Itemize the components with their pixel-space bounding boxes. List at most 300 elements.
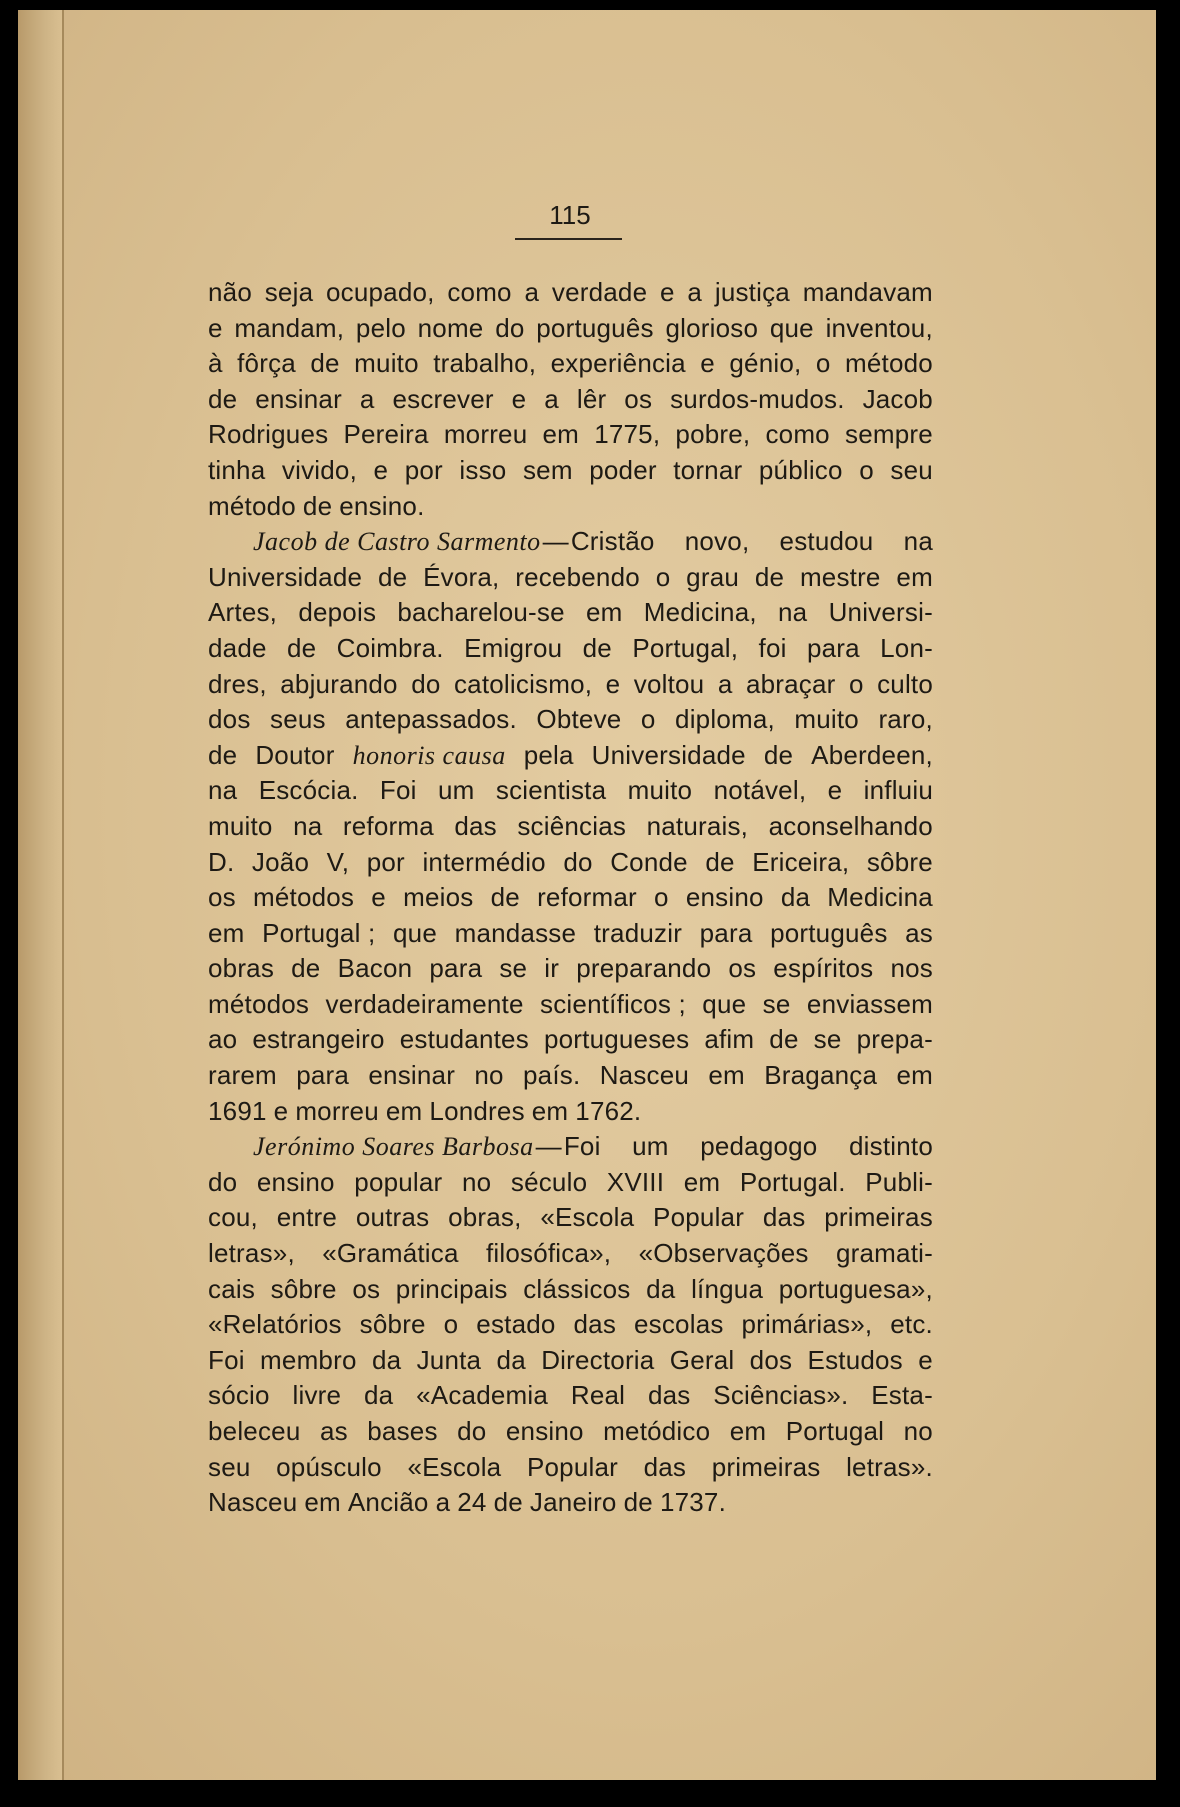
word: o (859, 454, 874, 485)
page-spine-shadow (18, 10, 64, 1780)
word: filosófica», (485, 1238, 612, 1269)
word: inventou, (825, 312, 933, 343)
word: Pereira (343, 419, 429, 450)
word: 1775, (594, 419, 661, 450)
word: Cristão (570, 526, 655, 557)
word: XVIII (606, 1166, 665, 1197)
word: isso (459, 454, 507, 485)
word: aconselhando (768, 810, 933, 841)
word: prepa- (856, 1024, 933, 1055)
word: um (438, 775, 475, 806)
word: poder (589, 454, 657, 485)
word: e (371, 882, 386, 913)
em-dash: — (535, 1131, 562, 1162)
word: à (208, 348, 223, 379)
word: o (848, 668, 864, 699)
word: membro (260, 1344, 357, 1375)
word: beleceu (208, 1416, 301, 1446)
word: em (585, 597, 623, 628)
word: de (705, 846, 735, 877)
header-rule (515, 238, 622, 240)
text-line (208, 453, 933, 489)
entry-name: Jacob de Castro Sarmento (253, 527, 541, 557)
word: grau (686, 561, 740, 592)
word: ensinar (255, 383, 342, 414)
word: a (524, 277, 540, 307)
text-line (208, 1414, 933, 1450)
word: os (728, 953, 757, 984)
word: muito (627, 775, 693, 806)
word: a (544, 383, 559, 414)
word: Medicina, (643, 597, 757, 628)
word: 1737. (659, 1487, 727, 1518)
word: século (510, 1166, 588, 1197)
text-line (208, 382, 933, 418)
word: se (762, 988, 791, 1019)
text-line (208, 1165, 933, 1201)
word: em (708, 1060, 745, 1091)
word: ensino (505, 1416, 584, 1446)
word: etc. (890, 1309, 933, 1340)
word: génio, (729, 348, 802, 379)
text-line (208, 845, 933, 881)
word: Bragança (764, 1060, 878, 1091)
word: pelo (355, 312, 406, 343)
word: os (208, 882, 236, 913)
word: Aberdeen, (811, 739, 933, 770)
word: cais (208, 1273, 256, 1304)
word: influiu (863, 775, 933, 806)
word: pobre, (675, 419, 751, 450)
word: estudantes (399, 1024, 529, 1055)
word: o (654, 882, 669, 913)
word: não (208, 277, 252, 307)
word: em (729, 1416, 767, 1446)
text-line (208, 880, 933, 916)
text-line (208, 809, 933, 845)
word: dade (208, 632, 267, 663)
word: tornar (673, 454, 743, 485)
word: Foi (379, 775, 417, 806)
word: sempre (845, 419, 933, 450)
word: sôbre (866, 846, 933, 877)
text-line (208, 1485, 933, 1521)
word: preparando (576, 953, 712, 984)
word: em (542, 419, 580, 450)
word: Esta- (871, 1380, 933, 1411)
word: Londres (429, 1095, 525, 1126)
word: dres, (208, 668, 267, 699)
word: em (208, 917, 245, 948)
word: estudou (779, 526, 874, 557)
word: pedagogo (700, 1131, 818, 1162)
word: mandam, (234, 312, 345, 343)
word: ensino. (339, 490, 425, 521)
word: das (573, 1309, 617, 1340)
word: João (251, 846, 310, 877)
paragraph-opening-line (208, 524, 933, 560)
word: culto (877, 668, 933, 699)
word: ensino (685, 882, 764, 913)
text-line (208, 631, 933, 667)
text-line (208, 1307, 933, 1343)
word: glorioso (665, 312, 759, 343)
word: das (762, 1202, 806, 1233)
word: foi (758, 632, 787, 663)
text-line (208, 1058, 933, 1094)
word: sciências (517, 810, 627, 841)
word: antepassados. (345, 704, 517, 735)
word: raro, (878, 704, 933, 735)
word: e (273, 1095, 289, 1126)
entry-heading (253, 524, 655, 560)
word: primeiras (824, 1202, 933, 1233)
word: Sciências». (713, 1380, 849, 1411)
word: de (377, 561, 408, 592)
word: do (495, 312, 525, 343)
text-line (208, 1343, 933, 1379)
word: 1691 (208, 1095, 267, 1126)
word: clássicos (523, 1273, 631, 1304)
word: obras (208, 953, 275, 984)
word: a (359, 383, 375, 414)
word: da (646, 1273, 676, 1304)
word: ao (208, 1024, 238, 1055)
entry-name: Jerónimo Soares Barbosa (253, 1132, 534, 1162)
word: e (827, 775, 843, 806)
word: Popular (653, 1202, 745, 1233)
word: ir (544, 953, 560, 984)
word: em (896, 561, 933, 592)
word: Popular (526, 1451, 618, 1482)
word: de (493, 1487, 523, 1518)
word: notável, (713, 775, 807, 806)
word: Janeiro (529, 1487, 617, 1518)
text-line (208, 417, 933, 453)
word: método (208, 490, 296, 521)
text-line (208, 916, 933, 952)
text-line (208, 1378, 933, 1414)
word: Escócia. (258, 775, 359, 806)
word: métodos (208, 988, 310, 1019)
word: estado (476, 1309, 556, 1340)
word: de (291, 953, 321, 984)
word: por (404, 454, 443, 485)
paragraph-opening-line (208, 1129, 933, 1165)
word: das (454, 810, 497, 841)
text-line (208, 1022, 933, 1058)
word: scientíficos ; (540, 988, 686, 1019)
word: V, (326, 846, 350, 877)
text-line (208, 275, 933, 311)
word: outras (355, 1202, 430, 1233)
word: da (780, 882, 811, 913)
word: Estudos (807, 1344, 903, 1375)
word: que (769, 312, 814, 343)
word: da (496, 1344, 526, 1375)
word: país. (523, 1060, 581, 1091)
word: escolas (634, 1309, 724, 1340)
word: portuguesa», (778, 1273, 933, 1304)
word: a (435, 1487, 451, 1518)
word: sôbre (270, 1273, 337, 1304)
word: Rodrigues (208, 419, 329, 450)
word: métodos (253, 882, 355, 913)
word: e (208, 312, 223, 343)
word: das (647, 1380, 691, 1411)
word: catolicismo, (453, 668, 593, 699)
word: da (371, 1344, 402, 1375)
word: bases (367, 1416, 438, 1446)
text-line (208, 595, 933, 631)
word: o (640, 704, 656, 735)
word: Directoria (541, 1344, 655, 1375)
word: para (296, 1060, 350, 1091)
word: do (563, 846, 593, 877)
word: Emigrou (464, 632, 563, 663)
word: naturais, (646, 810, 749, 841)
word: de (763, 739, 794, 770)
word: as (905, 917, 933, 948)
word: Real (570, 1380, 626, 1411)
word: gramati- (836, 1238, 933, 1269)
word: se (499, 953, 528, 984)
word: «Escola (540, 1202, 635, 1233)
word: e (373, 454, 389, 485)
word: ensino (256, 1166, 335, 1197)
word: língua (691, 1273, 764, 1304)
word: sem (522, 454, 573, 485)
word: rarem (208, 1060, 277, 1091)
word: primeiras (711, 1451, 821, 1482)
word: de (286, 632, 317, 663)
text-line (208, 702, 933, 738)
word: do (208, 1166, 238, 1197)
word: português (770, 917, 888, 948)
word: um (632, 1131, 669, 1162)
word: muito (354, 348, 419, 379)
word: Ericeira, (752, 846, 850, 877)
word: e (918, 1344, 933, 1375)
text-line (208, 1272, 933, 1308)
text-line (208, 1200, 933, 1236)
em-dash: — (542, 526, 569, 557)
word: abraçar (745, 668, 836, 699)
word: no (461, 1166, 492, 1197)
word: método (845, 348, 933, 379)
word: «Relatórios (208, 1309, 342, 1340)
word: nos (890, 953, 933, 984)
word: Geral (669, 1344, 735, 1375)
word: como (447, 277, 512, 307)
word: Junta (416, 1344, 482, 1375)
word: honoris causa (352, 740, 506, 770)
word: Nasceu (208, 1487, 298, 1518)
word: abjurando (280, 668, 398, 699)
word: Foi (563, 1131, 601, 1162)
word: como (765, 419, 830, 450)
word: escrever (392, 383, 494, 414)
word: a (687, 277, 703, 307)
word: Bacon (337, 953, 413, 984)
word: de (208, 383, 238, 414)
text-line (208, 951, 933, 987)
word: mandavam (802, 277, 933, 307)
word: português (536, 312, 654, 343)
word: seu (208, 1451, 251, 1482)
word: afim (704, 1024, 755, 1055)
page-number: 115 (549, 200, 591, 230)
word: em (304, 1487, 341, 1518)
word: para (699, 917, 753, 948)
word: primárias», (741, 1309, 873, 1340)
word: letras», (208, 1238, 295, 1269)
word: em (385, 1095, 423, 1126)
word: Artes, (208, 597, 278, 628)
word: do (411, 668, 441, 699)
word: e (605, 668, 621, 699)
word: Medicina (827, 882, 933, 913)
word: o (443, 1309, 459, 1340)
word: Universidade (591, 739, 746, 770)
word: se (813, 1024, 842, 1055)
word: Portugal (785, 1416, 885, 1446)
word: trabalho, (433, 348, 537, 379)
word: depois (298, 597, 377, 628)
word: de (769, 1024, 799, 1055)
word: na (778, 597, 808, 628)
word: dos (208, 704, 251, 735)
word: 1762. (575, 1095, 642, 1126)
word: Évora, (423, 561, 500, 592)
word: Coimbra. (336, 632, 444, 663)
word: de (754, 561, 785, 592)
word: entre (276, 1202, 338, 1233)
text-line (208, 1450, 933, 1486)
word: surdos-mudos. (670, 383, 845, 414)
word: verdadeiramente (325, 988, 524, 1019)
word: no (474, 1060, 504, 1091)
word: principais (395, 1273, 508, 1304)
word: em (683, 1166, 721, 1197)
text-line (208, 738, 933, 774)
word: Doutor (255, 739, 335, 770)
text-line (208, 560, 933, 596)
word: Portugal, (632, 632, 739, 663)
word: 24 (457, 1487, 487, 1518)
word: Universidade (208, 561, 363, 592)
word: Portugal. (739, 1166, 846, 1197)
word: intermédio (422, 846, 546, 877)
word: Foi (208, 1344, 245, 1375)
word: o (815, 348, 831, 379)
word: e (511, 383, 527, 414)
word: na (903, 526, 933, 557)
word: Lon- (880, 632, 933, 663)
word: seu (890, 454, 933, 485)
word: metódico (603, 1416, 711, 1446)
word: em (531, 1095, 569, 1126)
word: D. (208, 846, 235, 877)
word: vivido, (281, 454, 358, 485)
word: muito (208, 810, 273, 841)
word: de (623, 1487, 653, 1518)
word: diploma, (675, 704, 775, 735)
word: fôrça (237, 348, 296, 379)
word: a (717, 668, 733, 699)
word: sócio (208, 1380, 270, 1411)
word: popular (354, 1166, 443, 1197)
word: cou, (208, 1202, 258, 1233)
word: reformar (537, 882, 637, 913)
word: ocupado, (325, 277, 435, 307)
word: que (702, 988, 747, 1019)
word: tinha (208, 454, 266, 485)
text-line (208, 311, 933, 347)
word: mestre (799, 561, 881, 592)
word: lêr (576, 383, 607, 414)
word: livre (292, 1380, 342, 1411)
word: e (700, 348, 715, 379)
word: «Gramática (322, 1238, 459, 1269)
word: «Escola (407, 1451, 502, 1482)
entry-heading (253, 1129, 601, 1165)
word: nome (417, 312, 484, 343)
word: de (582, 632, 612, 663)
word: na (208, 775, 238, 806)
word: portugueses (543, 1024, 690, 1055)
word: de (490, 882, 520, 913)
word: de (302, 490, 333, 521)
word: das (643, 1451, 687, 1482)
word: de (208, 739, 238, 770)
text-line (208, 773, 933, 809)
word: opúsculo (276, 1451, 382, 1482)
word: na (293, 810, 323, 841)
word: dos (749, 1344, 793, 1375)
word: «Observações (638, 1238, 809, 1269)
word: no (903, 1416, 933, 1446)
word: ensinar (368, 1060, 456, 1091)
word: scientista (495, 775, 607, 806)
word: meios (403, 882, 474, 913)
word: bacharelou-se (397, 597, 565, 628)
word: novo, (684, 526, 750, 557)
word: público (758, 454, 843, 485)
word: os (624, 383, 653, 414)
word: o (655, 561, 671, 592)
text-line (208, 1094, 933, 1130)
body-text (208, 275, 933, 1521)
text-line (208, 346, 933, 382)
word: recebendo (515, 561, 640, 592)
word: os (352, 1273, 381, 1304)
word: Obteve (536, 704, 622, 735)
text-line (208, 1236, 933, 1272)
word: Nasceu (599, 1060, 690, 1091)
word: Jacob (862, 383, 933, 414)
word: enviassem (806, 988, 933, 1019)
word: para (806, 632, 860, 663)
word: Publi- (865, 1166, 933, 1197)
word: para (429, 953, 483, 984)
word: seja (264, 277, 314, 307)
word: morreu (295, 1095, 379, 1126)
word: muito (794, 704, 859, 735)
word: espíritos (773, 953, 874, 984)
word: verdade (551, 277, 648, 307)
word: sôbre (359, 1309, 426, 1340)
